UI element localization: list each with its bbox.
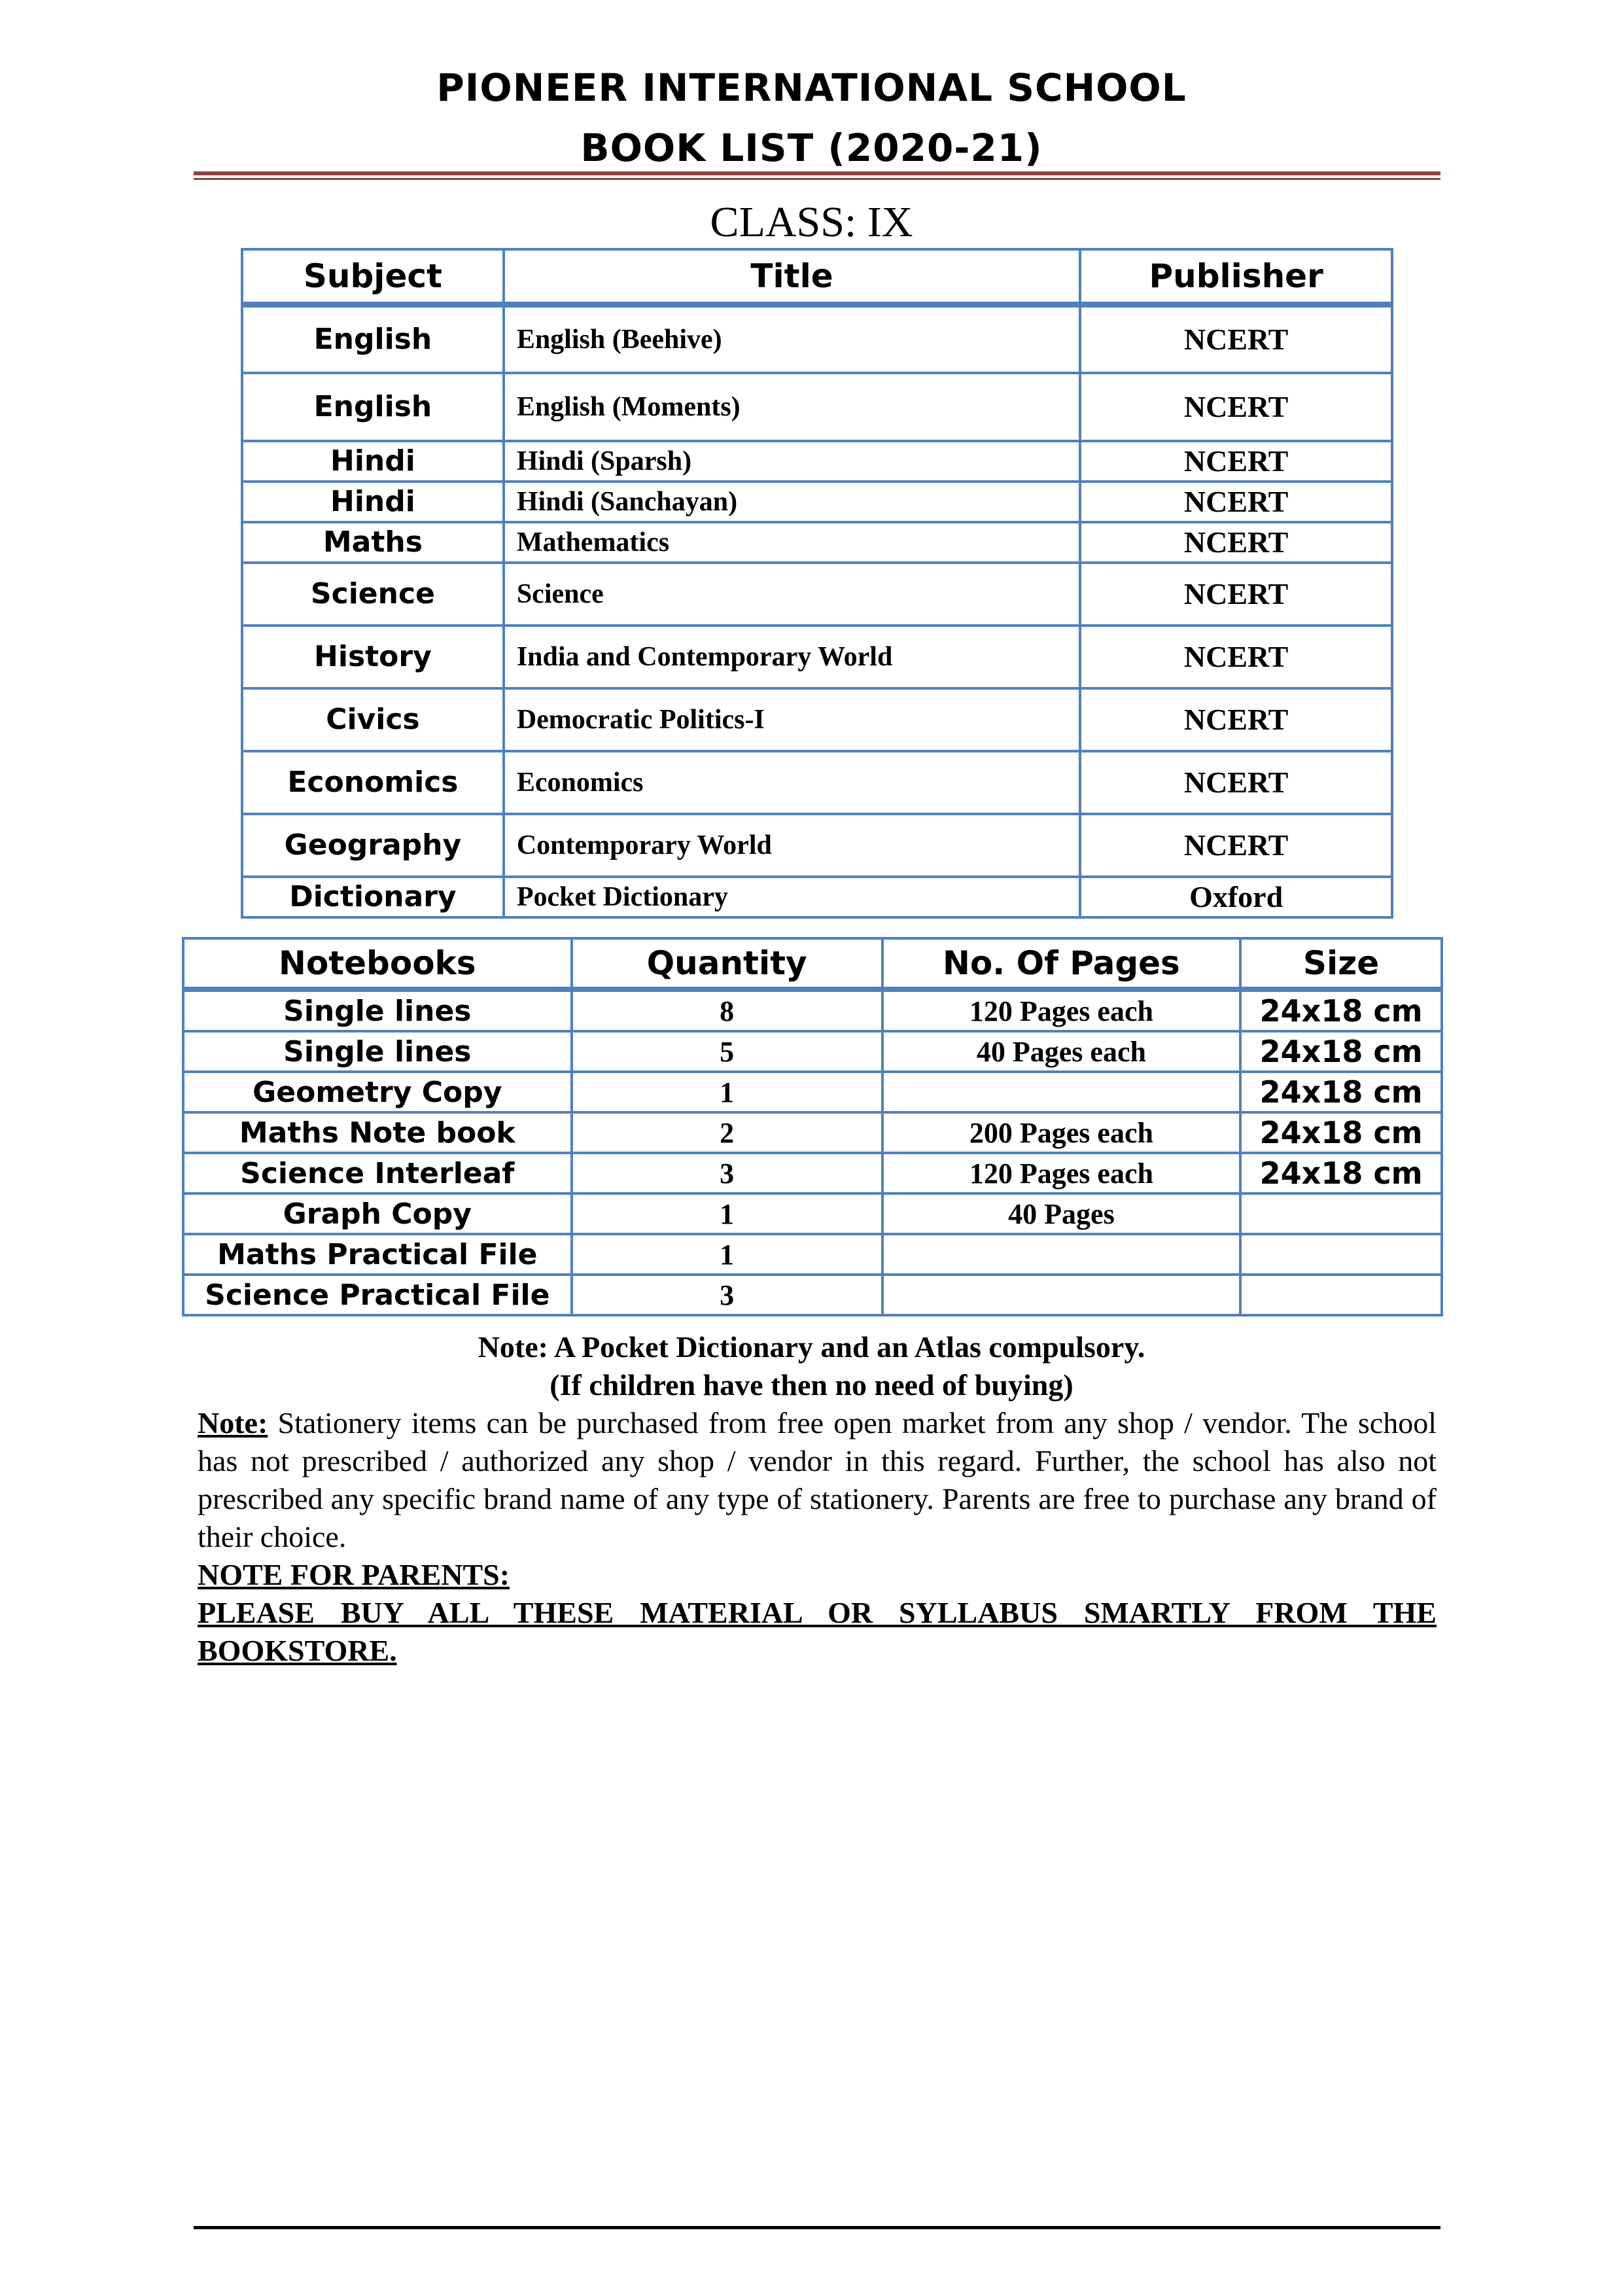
notebook-name-cell: Maths Practical File [183, 1234, 572, 1275]
quantity-cell: 1 [572, 1193, 882, 1234]
table-row [242, 751, 1392, 814]
column-header-quantity: Quantity [572, 938, 882, 989]
table-row [242, 877, 1392, 917]
title-cell: Pocket Dictionary [504, 877, 1080, 917]
notebook-name-cell: Science Practical File [183, 1275, 572, 1315]
header-rule [194, 171, 1440, 175]
publisher-cell: NCERT [1080, 688, 1392, 751]
pages-cell: 200 Pages each [882, 1112, 1241, 1153]
publisher-cell: NCERT [1080, 482, 1392, 522]
table-row [183, 1193, 1442, 1234]
table-row [183, 1153, 1442, 1193]
class-heading: CLASS: IX [710, 198, 913, 246]
title-cell: Democratic Politics-I [504, 688, 1080, 751]
column-header-title: Title [504, 249, 1080, 305]
pages-cell: 120 Pages each [882, 1153, 1241, 1193]
pages-cell [882, 1072, 1241, 1112]
subject-cell: Maths [242, 522, 504, 563]
table-row [242, 482, 1392, 522]
publisher-cell: NCERT [1080, 814, 1392, 877]
publisher-cell: NCERT [1080, 373, 1392, 441]
table-row [242, 305, 1392, 373]
subject-cell: History [242, 626, 504, 688]
title-cell: Hindi (Sparsh) [504, 441, 1080, 482]
pages-cell [882, 1234, 1241, 1275]
size-cell: 24x18 cm [1240, 1112, 1442, 1153]
pages-cell: 40 Pages each [882, 1031, 1241, 1072]
stationery-note-label: Note: [198, 1406, 268, 1439]
table-row [183, 1234, 1442, 1275]
quantity-cell: 8 [572, 989, 882, 1031]
notebook-name-cell: Single lines [183, 989, 572, 1031]
pages-cell: 40 Pages [882, 1193, 1241, 1234]
column-header-publisher: Publisher [1080, 249, 1392, 305]
publisher-cell: NCERT [1080, 522, 1392, 563]
notebook-name-cell: Graph Copy [183, 1193, 572, 1234]
quantity-cell: 2 [572, 1112, 882, 1153]
column-header-notebooks: Notebooks [183, 938, 572, 989]
title-cell: Economics [504, 751, 1080, 814]
notebook-list-table [182, 937, 1443, 1316]
size-cell: 24x18 cm [1240, 1153, 1442, 1193]
notebook-name-cell: Single lines [183, 1031, 572, 1072]
table-row [183, 1275, 1442, 1315]
subject-cell: Economics [242, 751, 504, 814]
dictionary-note-sub: (If children have then no need of buying) [550, 1368, 1073, 1402]
title-cell: Mathematics [504, 522, 1080, 563]
table-row [242, 522, 1392, 563]
column-header-size: Size [1240, 938, 1442, 989]
table-row [242, 814, 1392, 877]
header-rule-thin [194, 178, 1440, 180]
subject-cell: Science [242, 563, 504, 626]
quantity-cell: 5 [572, 1031, 882, 1072]
table-row [183, 1112, 1442, 1153]
document-header [0, 58, 1623, 178]
subject-cell: Geography [242, 814, 504, 877]
quantity-cell: 1 [572, 1234, 882, 1275]
notebook-name-cell: Geometry Copy [183, 1072, 572, 1112]
book-list-year: BOOK LIST (2020-21) [580, 126, 1043, 170]
table-row [242, 441, 1392, 482]
publisher-cell: Oxford [1080, 877, 1392, 917]
publisher-cell: NCERT [1080, 441, 1392, 482]
table-row [242, 626, 1392, 688]
parents-note-label: NOTE FOR PARENTS: [198, 1558, 510, 1591]
subject-cell: Dictionary [242, 877, 504, 917]
school-name: PIONEER INTERNATIONAL SCHOOL [436, 65, 1187, 110]
title-cell: Contemporary World [504, 814, 1080, 877]
book-list-table [241, 248, 1393, 919]
size-cell: 24x18 cm [1240, 1072, 1442, 1112]
table-row [242, 373, 1392, 441]
publisher-cell: NCERT [1080, 563, 1392, 626]
pages-cell: 120 Pages each [882, 989, 1241, 1031]
table-row [183, 1072, 1442, 1112]
stationery-note-text: Stationery items can be purchased from free open market from any shop / vendor. The school has not prescribed / authorized any shop / vendor in this regard. Further, the school has also not prescribed any specific brand name of any type of stationery. Parents are free to purchase any brand of their choice. [198, 1406, 1437, 1553]
title-cell: English (Moments) [504, 373, 1080, 441]
size-cell [1240, 1234, 1442, 1275]
table-row [183, 989, 1442, 1031]
notebook-name-cell: Science Interleaf [183, 1153, 572, 1193]
publisher-cell: NCERT [1080, 305, 1392, 373]
book-table-header-row [242, 249, 1392, 305]
title-cell: English (Beehive) [504, 305, 1080, 373]
quantity-cell: 3 [572, 1153, 882, 1193]
subject-cell: Hindi [242, 441, 504, 482]
title-cell: Science [504, 563, 1080, 626]
column-header-pages: No. Of Pages [882, 938, 1241, 989]
subject-cell: Hindi [242, 482, 504, 522]
footer-rule [194, 2226, 1440, 2229]
column-header-subject: Subject [242, 249, 504, 305]
publisher-cell: NCERT [1080, 626, 1392, 688]
size-cell [1240, 1193, 1442, 1234]
size-cell: 24x18 cm [1240, 989, 1442, 1031]
quantity-cell: 3 [572, 1275, 882, 1315]
title-cell: India and Contemporary World [504, 626, 1080, 688]
pages-cell [882, 1275, 1241, 1315]
subject-cell: Civics [242, 688, 504, 751]
stationery-note [198, 1404, 1437, 1556]
title-cell: Hindi (Sanchayan) [504, 482, 1080, 522]
notebook-name-cell: Maths Note book [183, 1112, 572, 1153]
publisher-cell: NCERT [1080, 751, 1392, 814]
table-row [242, 563, 1392, 626]
size-cell [1240, 1275, 1442, 1315]
subject-cell: English [242, 305, 504, 373]
quantity-cell: 1 [572, 1072, 882, 1112]
table-row [242, 688, 1392, 751]
size-cell: 24x18 cm [1240, 1031, 1442, 1072]
subject-cell: English [242, 373, 504, 441]
dictionary-note: Note: A Pocket Dictionary and an Atlas compulsory. [478, 1330, 1145, 1364]
table-row [183, 1031, 1442, 1072]
parents-note-text: PLEASE BUY ALL THESE MATERIAL OR SYLLABUS SMARTLY FROM THE BOOKSTORE. [198, 1596, 1437, 1667]
notebook-table-header-row [183, 938, 1442, 989]
